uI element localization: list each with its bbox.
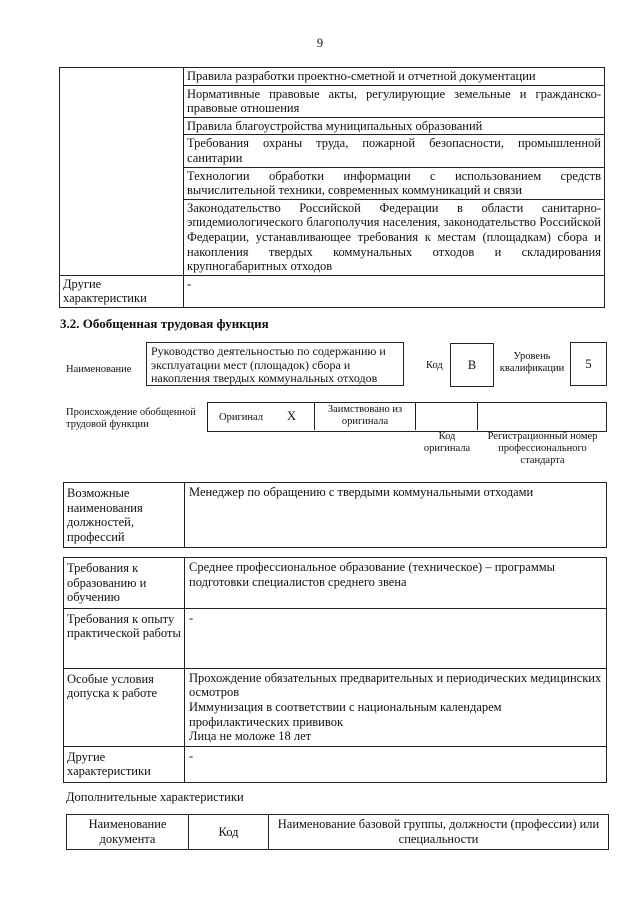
origin-label: Происхождение обобщенной трудовой функции <box>66 407 196 430</box>
positions-label: Возможные наименования должностей, профессий <box>64 483 185 548</box>
additional-title: Дополнительные характеристики <box>66 790 244 804</box>
knowledge-table <box>59 67 605 308</box>
knowledge-row: Требования охраны труда, пожарной безопасности, промышленной санитарии <box>184 135 605 167</box>
knowledge-label-cell <box>60 68 184 276</box>
experience-value: - <box>185 608 607 668</box>
education-label: Требования к образованию и обучению <box>64 558 185 609</box>
requirements-table <box>63 557 607 783</box>
education-value: Среднее профессиональное образование (техническое) – программы подготовки специалистов среднего звена <box>185 558 607 609</box>
other-value: - <box>185 746 607 782</box>
knowledge-row: Правила благоустройства муниципальных образований <box>184 117 605 135</box>
col-code: Код <box>189 815 269 850</box>
col-group-name: Наименование базовой группы, должности (профессии) или специальности <box>269 815 609 850</box>
function-name: Руководство деятельностью по содержанию и эксплуатации мест (площадок) сбора и накопления твердых коммунальных отходов <box>146 342 404 386</box>
other-label: Другие характеристики <box>64 746 185 782</box>
additional-table <box>66 814 609 850</box>
page-number: 9 <box>316 36 324 50</box>
experience-label: Требования к опыту практической работы <box>64 608 185 668</box>
positions-value: Менеджер по обращению с твердыми коммунальными отходами <box>185 483 607 548</box>
positions-table <box>63 482 607 548</box>
knowledge-row: Нормативные правовые акты, регулирующие земельные и гражданско-правовые отношения <box>184 85 605 117</box>
col-document-name: Наименование документа <box>67 815 189 850</box>
level-label: Уровень квалификации <box>499 351 565 374</box>
code-value: B <box>450 343 494 387</box>
level-value: 5 <box>570 342 607 386</box>
name-label: Наименование <box>66 364 132 375</box>
original-label: Оригинал <box>219 412 263 423</box>
knowledge-row: Правила разработки проектно-сметной и отчетной документации <box>184 68 605 86</box>
code-label: Код <box>426 360 443 371</box>
other-characteristics-value: - <box>184 275 605 307</box>
admission-value: Прохождение обязательных предварительных и периодических медицинских осмотров Иммунизация в соответствии с национальным календарем профилактических прививок Лица не моложе 18 лет <box>185 668 607 746</box>
knowledge-row: Законодательство Российской Федерации в области санитарно-эпидемиологического благополучия населения, законодательство Российской Федерации, устанавливающее требования к местам (площадкам) сбора и накопления твердых коммунальных отходов и складирования крупногабаритных отходов <box>184 199 605 275</box>
section-title: 3.2. Обобщенная трудовая функция <box>60 316 269 331</box>
original-mark: X <box>287 409 297 423</box>
other-characteristics-label: Другие характеристики <box>60 275 184 307</box>
borrowed-label: Заимствовано из оригинала <box>327 404 403 427</box>
code-original-caption: Код оригинала <box>423 431 471 454</box>
knowledge-row: Технологии обработки информации с использованием средств вычислительной техники, современных коммуникаций и связи <box>184 167 605 199</box>
reg-number-caption: Регистрационный номер профессионального стандарта <box>487 431 598 466</box>
admission-label: Особые условия допуска к работе <box>64 668 185 746</box>
